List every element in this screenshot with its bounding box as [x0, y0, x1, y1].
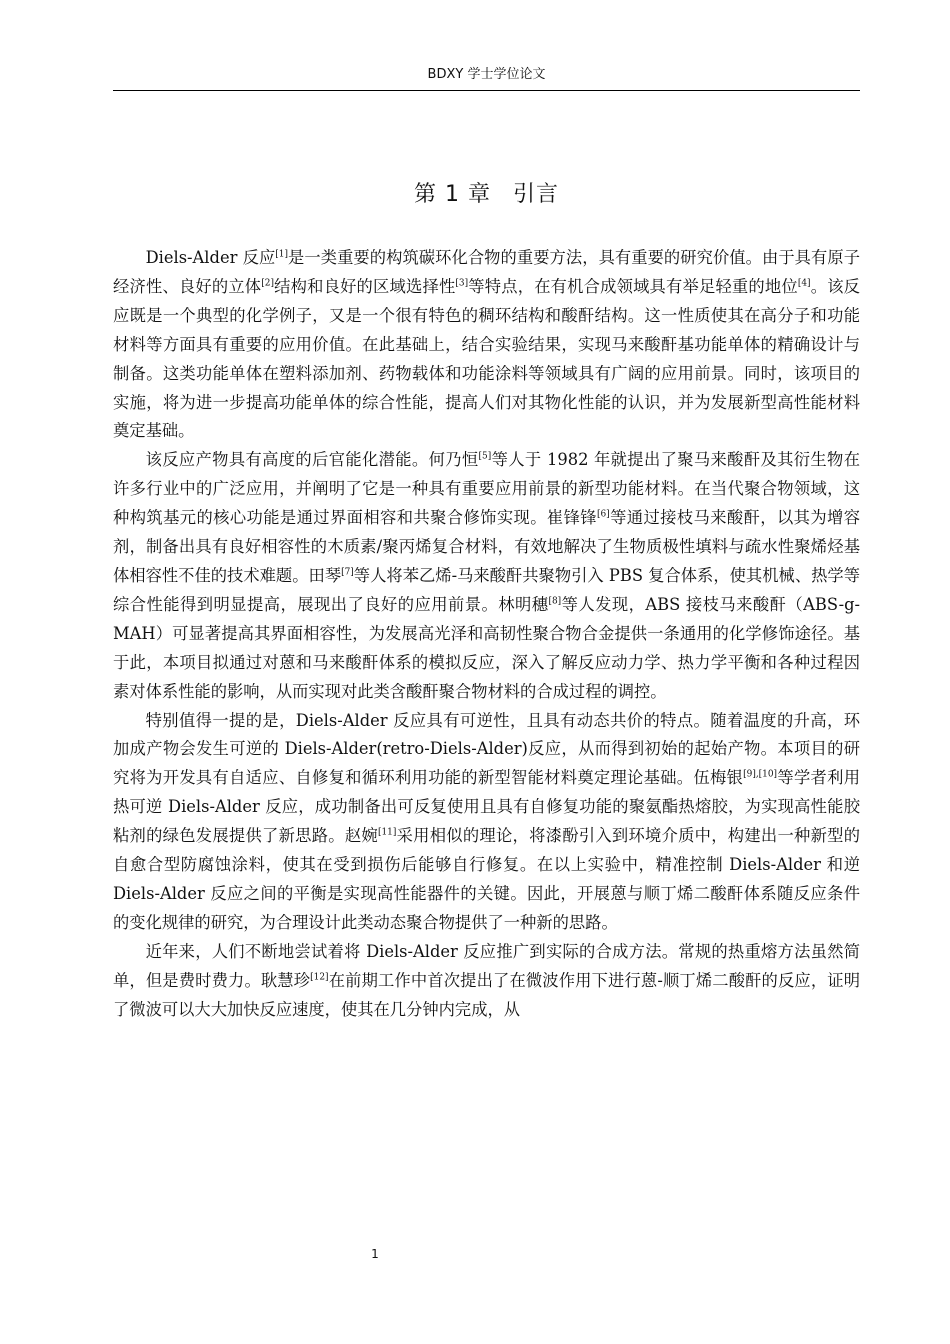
paragraph-text: Diels-Alder 反应	[145, 248, 276, 267]
citation-ref: [9],[10]	[743, 769, 778, 780]
paragraph-text: 特别值得一提的是，Diels-Alder 反应具有可逆性，且具有动态共价的特点。随着温度的升高，环加成产物会发生可逆的 Diels-Alder(retro-Diels-Alder)反应，从而得到初始的起始产物。本项目的研究将为开发具有自适应、自修复和循环利用功能的新型智能材料奠定理论基础。伍梅银	[113, 710, 860, 788]
paragraph-text: 等人发现，ABS 接枝马来酸酐（ABS-g-MAH）可显著提高其界面相容性，为发展高光泽和高韧性聚合物合金提供一条通用的化学修饰途径。基于此，本项目拟通过对蒽和马来酸酐体系的模拟反应，深入了解反应动力学、热力学平衡和各种过程因素对体系性能的影响，从而实现对此类含酸酐聚合物材料的合成过程的调控。	[113, 594, 860, 701]
header-rule	[113, 90, 860, 91]
chapter-name: 引言	[512, 182, 559, 207]
citation-ref: [1]	[275, 249, 288, 260]
paragraph-text: 是一类重要的构筑碳环化合物的重要方法，具有重要的研究价值。由于具有原子经济性、良好的立体	[113, 248, 860, 296]
chapter-number: 第 1 章	[414, 182, 491, 207]
citation-ref: [12]	[310, 971, 329, 982]
body-text	[113, 244, 860, 1024]
citation-ref: [2]	[261, 278, 274, 289]
paragraph-text: 等学者利用热可逆 Diels-Alder 反应，成功制备出可反复使用且具有自修复功能的聚氨酯热熔胶，为实现高性能胶粘剂的绿色发展提供了新思路。赵婉	[113, 768, 860, 846]
page-number: 1	[371, 1247, 379, 1261]
running-header: BDXY 学士学位论文	[427, 67, 546, 82]
citation-ref: [6]	[596, 509, 610, 520]
paragraph	[113, 244, 860, 446]
paragraph-text: 等通过接枝马来酸酐，以其为增容剂，制备出具有良好相容性的木质素/聚丙烯复合材料，有效地解决了生物质极性填料与疏水性聚烯烃基体相容性不佳的技术难题。田琴	[113, 508, 860, 585]
paragraph-text: 等特点，在有机合成领域具有举足轻重的地位	[468, 276, 798, 296]
paragraph	[113, 938, 860, 1025]
paragraph-text: 等人于 1982 年就提出了聚马来酸酐及其衍生物在许多行业中的广泛应用，并阐明了它是一种具有重要应用前景的新型功能材料。在当代聚合物领域，这种构筑基元的核心功能是通过界面相容和共聚合修饰实现。崔锋锋	[113, 450, 860, 528]
paragraph-text: 采用相似的理论，将漆酚引入到环境介质中，构建出一种新型的自愈合型防腐蚀涂料，使其在受到损伤后能够自行修复。在以上实验中，精准控制 Diels-Alder 和逆 Diels-Alder 反应之间的平衡是实现高性能器件的关键。因此，开展蒽与顺丁烯二酸酐体系随反应条件的变化规律的研究，为合理设计此类动态聚合物提供了一种新的思路。	[113, 826, 860, 932]
citation-ref: [7]	[341, 567, 354, 578]
citation-ref: [3]	[455, 278, 469, 289]
paragraph-text: 近年来，人们不断地尝试着将 Diels-Alder 反应推广到实际的合成方法。常规的热重熔方法虽然简单，但是费时费力。耿慧珍	[113, 941, 860, 990]
chapter-title	[113, 178, 860, 212]
paragraph-text: 。该反应既是一个典型的化学例子，又是一个很有特色的稠环结构和酸酐结构。这一性质使其在高分子和功能材料等方面具有重要的应用价值。在此基础上，结合实验结果，实现马来酸酐基功能单体的精确设计与制备。这类功能单体在塑料添加剂、药物载体和功能涂料等领域具有广阔的应用前景。同时，该项目的实施，将为进一步提高功能单体的综合性能，提高人们对其物化性能的认识，并为发展新型高性能材料奠定基础。	[113, 276, 860, 441]
citation-ref: [4]	[797, 278, 811, 289]
citation-ref: [8]	[548, 596, 562, 607]
citation-ref: [5]	[478, 451, 492, 462]
citation-ref: [11]	[377, 827, 397, 838]
paragraph-text: 等人将苯乙烯-马来酸酐共聚物引入 PBS 复合体系，使其机械、热学等综合性能得到明显提高，展现出了良好的应用前景。林明穗	[113, 565, 860, 614]
paragraph-text: 在前期工作中首次提出了在微波作用下进行蒽-顺丁烯二酸酐的反应，证明了微波可以大大加快反应速度，使其在几分钟内完成，从	[113, 970, 860, 1019]
paragraph	[113, 446, 860, 706]
paragraph-text: 结构和良好的区域选择性	[273, 276, 456, 296]
paragraph	[113, 707, 860, 938]
paragraph-text: 该反应产物具有高度的后官能化潜能。何乃恒	[145, 450, 479, 470]
